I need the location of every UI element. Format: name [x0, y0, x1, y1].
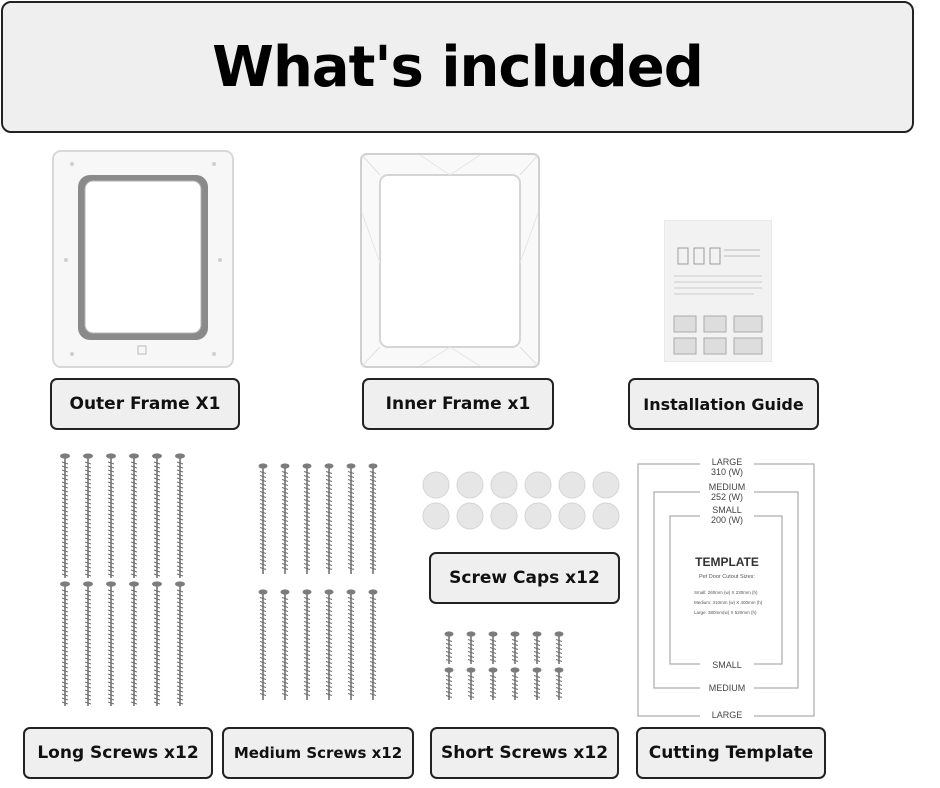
screw [281, 463, 290, 574]
template-title: TEMPLATE [695, 555, 759, 569]
screw [106, 581, 116, 706]
page-title: What's included [212, 34, 703, 100]
cutting-template-image [636, 454, 818, 720]
screw-cap [423, 503, 449, 529]
screw [83, 453, 93, 578]
long-screws-image [55, 452, 195, 708]
medium-screws-label: Medium Screws x12 [222, 727, 414, 779]
screw-cap [457, 472, 483, 498]
screw [369, 589, 378, 700]
template-bottom-medium: MEDIUM [708, 683, 746, 693]
screw [259, 463, 268, 574]
screw [175, 453, 185, 578]
medium-screws-image [248, 462, 386, 702]
screw-cap [559, 503, 585, 529]
screw-cap [559, 472, 585, 498]
screw [445, 667, 454, 700]
inner-frame-label: Inner Frame x1 [362, 378, 554, 430]
screw [129, 453, 139, 578]
screw [533, 667, 542, 700]
screw [303, 463, 312, 574]
template-small-width: 200 (W) [710, 515, 744, 525]
screw [533, 631, 542, 664]
screw-cap [423, 472, 449, 498]
short-screws-label: Short Screws x12 [430, 727, 619, 779]
screw [555, 667, 564, 700]
screw-cap [593, 472, 619, 498]
header-banner [1, 1, 914, 133]
screw-cap [491, 472, 517, 498]
cutting-template-label: Cutting Template [636, 727, 826, 779]
template-medium-text: MEDIUM [708, 482, 746, 492]
template-subtitle: Pet Door Cutout Sizes: [699, 574, 755, 580]
short-screws-image [440, 630, 568, 702]
screw [511, 667, 520, 700]
screw [152, 453, 162, 578]
screw [60, 453, 70, 578]
long-screws-label: Long Screws x12 [23, 727, 213, 779]
screw [347, 463, 356, 574]
screw [467, 631, 476, 664]
screw [60, 581, 70, 706]
screw [325, 589, 334, 700]
screw [369, 463, 378, 574]
screw [152, 581, 162, 706]
screw [489, 631, 498, 664]
screw [467, 667, 476, 700]
screw [555, 631, 564, 664]
screw-caps-label: Screw Caps x12 [429, 552, 620, 604]
template-bottom-small: SMALL [712, 660, 742, 670]
template-medium-width: 252 (W) [710, 492, 744, 502]
template-bottom-large: LARGE [711, 710, 743, 720]
screw [303, 589, 312, 700]
outer-frame-label: Outer Frame X1 [50, 378, 240, 430]
screw [281, 589, 290, 700]
screw-cap [593, 503, 619, 529]
screw [129, 581, 139, 706]
screw [106, 453, 116, 578]
screw [445, 631, 454, 664]
outer-frame-image [52, 150, 234, 368]
inner-frame-image [360, 153, 540, 368]
screw-cap [491, 503, 517, 529]
template-large-text: LARGE [711, 457, 743, 467]
template-line-3: Large: 380mm(w) X 520mm (h) [694, 610, 757, 615]
template-large-width: 310 (W) [710, 467, 744, 477]
screw-cap [525, 472, 551, 498]
installation-guide-label: Installation Guide [628, 378, 819, 430]
installation-guide-image [664, 220, 772, 362]
screw [511, 631, 520, 664]
screw [347, 589, 356, 700]
screw [83, 581, 93, 706]
screw [259, 589, 268, 700]
screw-cap [525, 503, 551, 529]
screw-caps-image [420, 470, 624, 532]
screw [489, 667, 498, 700]
template-line-1: Small: 260mm (w) X 230mm (h) [694, 590, 758, 595]
screw [175, 581, 185, 706]
screw [325, 463, 334, 574]
template-line-2: Medium: 310mm (w) X 400mm (h) [694, 600, 763, 605]
template-small-text: SMALL [712, 505, 742, 515]
screw-cap [457, 503, 483, 529]
